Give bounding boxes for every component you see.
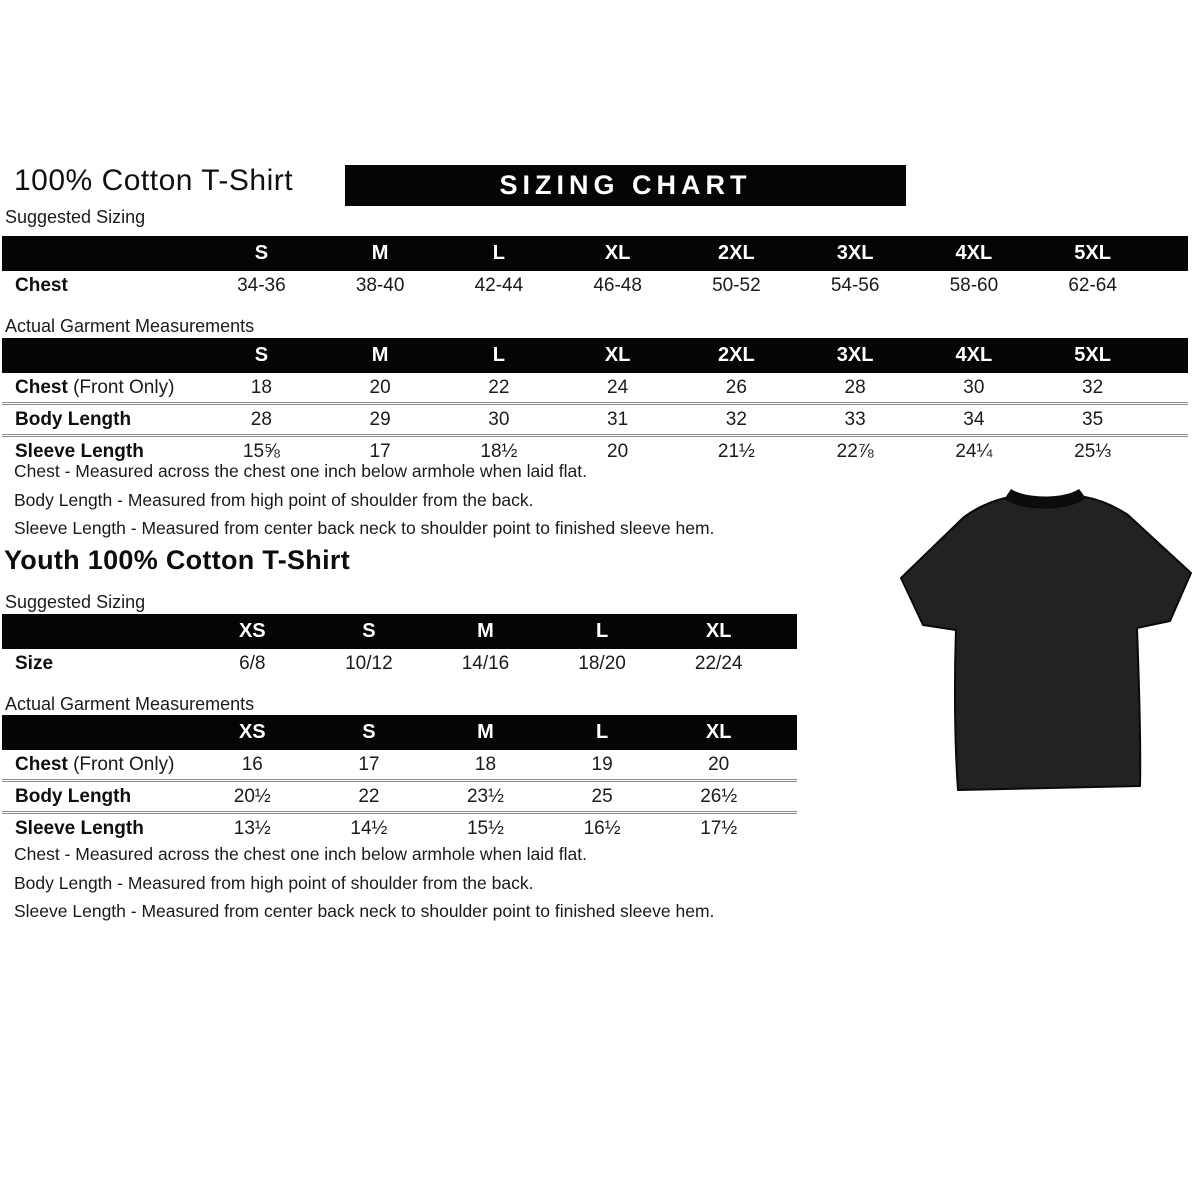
size-column-header: XL	[660, 614, 777, 649]
cell-value: 15⅝	[202, 436, 321, 467]
cell-value: 30	[440, 404, 559, 436]
row-right-spacer	[777, 813, 797, 844]
table-row	[2, 813, 797, 844]
size-column-header: M	[427, 715, 544, 750]
cell-value: 18	[427, 750, 544, 781]
cell-value: 21½	[677, 436, 796, 467]
table-row	[2, 373, 1188, 404]
cell-value: 26½	[660, 781, 777, 813]
row-right-spacer	[777, 781, 797, 813]
cell-value: 17	[311, 750, 428, 781]
size-column-header: S	[311, 715, 428, 750]
table-row	[2, 649, 797, 678]
cell-value: 24¼	[915, 436, 1034, 467]
cell-value: 28	[796, 373, 915, 404]
header-label-spacer	[2, 614, 194, 649]
row-label: Body Length	[2, 781, 194, 813]
size-column-header: L	[544, 715, 661, 750]
youth-actual-measurements-label: Actual Garment Measurements	[5, 694, 255, 714]
cell-value: 26	[677, 373, 796, 404]
cell-value: 19	[544, 750, 661, 781]
size-column-header: 3XL	[796, 338, 915, 373]
size-column-header: XS	[194, 614, 311, 649]
row-right-spacer	[1152, 373, 1188, 404]
adult-actual-measurements-table	[2, 338, 1188, 466]
size-column-header: S	[311, 614, 428, 649]
cell-value: 30	[915, 373, 1034, 404]
size-column-header: 5XL	[1033, 338, 1152, 373]
cell-value: 22	[311, 781, 428, 813]
size-column-header: M	[321, 236, 440, 271]
cell-value: 32	[677, 404, 796, 436]
row-right-spacer	[1152, 404, 1188, 436]
size-column-header: 5XL	[1033, 236, 1152, 271]
note-line: Chest - Measured across the chest one inch below armhole when laid flat.	[14, 844, 587, 864]
cell-value: 42-44	[440, 271, 559, 300]
cell-value: 32	[1033, 373, 1152, 404]
row-label: Chest	[2, 271, 202, 300]
cell-value: 25	[544, 781, 661, 813]
cell-value: 18	[202, 373, 321, 404]
cell-value: 16	[194, 750, 311, 781]
header-label-spacer	[2, 236, 202, 271]
cell-value: 20	[660, 750, 777, 781]
size-column-header: M	[427, 614, 544, 649]
cell-value: 20	[558, 436, 677, 467]
size-column-header: XL	[660, 715, 777, 750]
row-right-spacer	[777, 649, 797, 678]
cell-value: 14½	[311, 813, 428, 844]
tshirt-body	[901, 497, 1191, 790]
cell-value: 29	[321, 404, 440, 436]
size-column-header: L	[440, 338, 559, 373]
cell-value: 20	[321, 373, 440, 404]
note-line: Body Length - Measured from high point of shoulder from the back.	[14, 489, 534, 510]
cell-value: 16½	[544, 813, 661, 844]
header-right-spacer	[1152, 236, 1188, 271]
row-label: Size	[2, 649, 194, 678]
sizing-chart-banner: SIZING CHART	[345, 165, 906, 206]
youth-measurement-notes	[14, 844, 714, 930]
cell-value: 22⅞	[796, 436, 915, 467]
cell-value: 28	[202, 404, 321, 436]
cell-value: 50-52	[677, 271, 796, 300]
table-row	[2, 750, 797, 781]
size-column-header: XL	[558, 338, 677, 373]
size-column-header: 4XL	[915, 236, 1034, 271]
size-column-header: L	[544, 614, 661, 649]
youth-title: Youth 100% Cotton T-Shirt	[4, 545, 350, 575]
size-column-header: 2XL	[677, 338, 796, 373]
cell-value: 38-40	[321, 271, 440, 300]
tshirt-product-image	[893, 486, 1199, 818]
size-column-header: S	[202, 236, 321, 271]
adult-measurement-notes	[14, 461, 714, 547]
cell-value: 23½	[427, 781, 544, 813]
size-column-header: 3XL	[796, 236, 915, 271]
header-right-spacer	[777, 614, 797, 649]
row-label: Chest (Front Only)	[2, 373, 202, 404]
table-row	[2, 404, 1188, 436]
size-column-header: S	[202, 338, 321, 373]
adult-suggested-sizing-label: Suggested Sizing	[5, 207, 146, 227]
row-right-spacer	[777, 750, 797, 781]
cell-value: 22	[440, 373, 559, 404]
row-right-spacer	[1152, 436, 1188, 467]
size-column-header: 2XL	[677, 236, 796, 271]
youth-suggested-sizing-label: Suggested Sizing	[5, 592, 146, 612]
table-row	[2, 781, 797, 813]
cell-value: 25⅓	[1033, 436, 1152, 467]
size-column-header: L	[440, 236, 559, 271]
cell-value: 31	[558, 404, 677, 436]
page-title: 100% Cotton T-Shirt	[14, 164, 294, 197]
size-column-header: XL	[558, 236, 677, 271]
cell-value: 18½	[440, 436, 559, 467]
cell-value: 34	[915, 404, 1034, 436]
row-label: Body Length	[2, 404, 202, 436]
cell-value: 62-64	[1033, 271, 1152, 300]
row-label: Chest (Front Only)	[2, 750, 194, 781]
header-right-spacer	[1152, 338, 1188, 373]
row-label: Sleeve Length	[2, 813, 194, 844]
cell-value: 24	[558, 373, 677, 404]
cell-value: 22/24	[660, 649, 777, 678]
cell-value: 17	[321, 436, 440, 467]
cell-value: 34-36	[202, 271, 321, 300]
note-line: Sleeve Length - Measured from center back neck to shoulder point to finished sleeve hem.	[14, 901, 715, 921]
row-label: Sleeve Length	[2, 436, 202, 467]
table-row	[2, 271, 1188, 300]
header-right-spacer	[777, 715, 797, 750]
cell-value: 33	[796, 404, 915, 436]
note-line: Chest - Measured across the chest one inch below armhole when laid flat.	[14, 461, 587, 481]
note-line: Body Length - Measured from high point of shoulder from the back.	[14, 872, 534, 893]
header-label-spacer	[2, 715, 194, 750]
cell-value: 14/16	[427, 649, 544, 678]
cell-value: 6/8	[194, 649, 311, 678]
cell-value: 15½	[427, 813, 544, 844]
cell-value: 20½	[194, 781, 311, 813]
cell-value: 18/20	[544, 649, 661, 678]
cell-value: 58-60	[915, 271, 1034, 300]
cell-value: 13½	[194, 813, 311, 844]
cell-value: 46-48	[558, 271, 677, 300]
youth-suggested-sizing-table	[2, 614, 797, 678]
header-label-spacer	[2, 338, 202, 373]
size-column-header: 4XL	[915, 338, 1034, 373]
cell-value: 35	[1033, 404, 1152, 436]
youth-actual-measurements-table	[2, 715, 797, 843]
cell-value: 10/12	[311, 649, 428, 678]
cell-value: 54-56	[796, 271, 915, 300]
size-column-header: XS	[194, 715, 311, 750]
cell-value: 17½	[660, 813, 777, 844]
size-column-header: M	[321, 338, 440, 373]
adult-suggested-sizing-table	[2, 236, 1188, 300]
row-right-spacer	[1152, 271, 1188, 300]
adult-actual-measurements-label: Actual Garment Measurements	[5, 316, 255, 336]
note-line: Sleeve Length - Measured from center back neck to shoulder point to finished sleeve hem.	[14, 518, 715, 538]
